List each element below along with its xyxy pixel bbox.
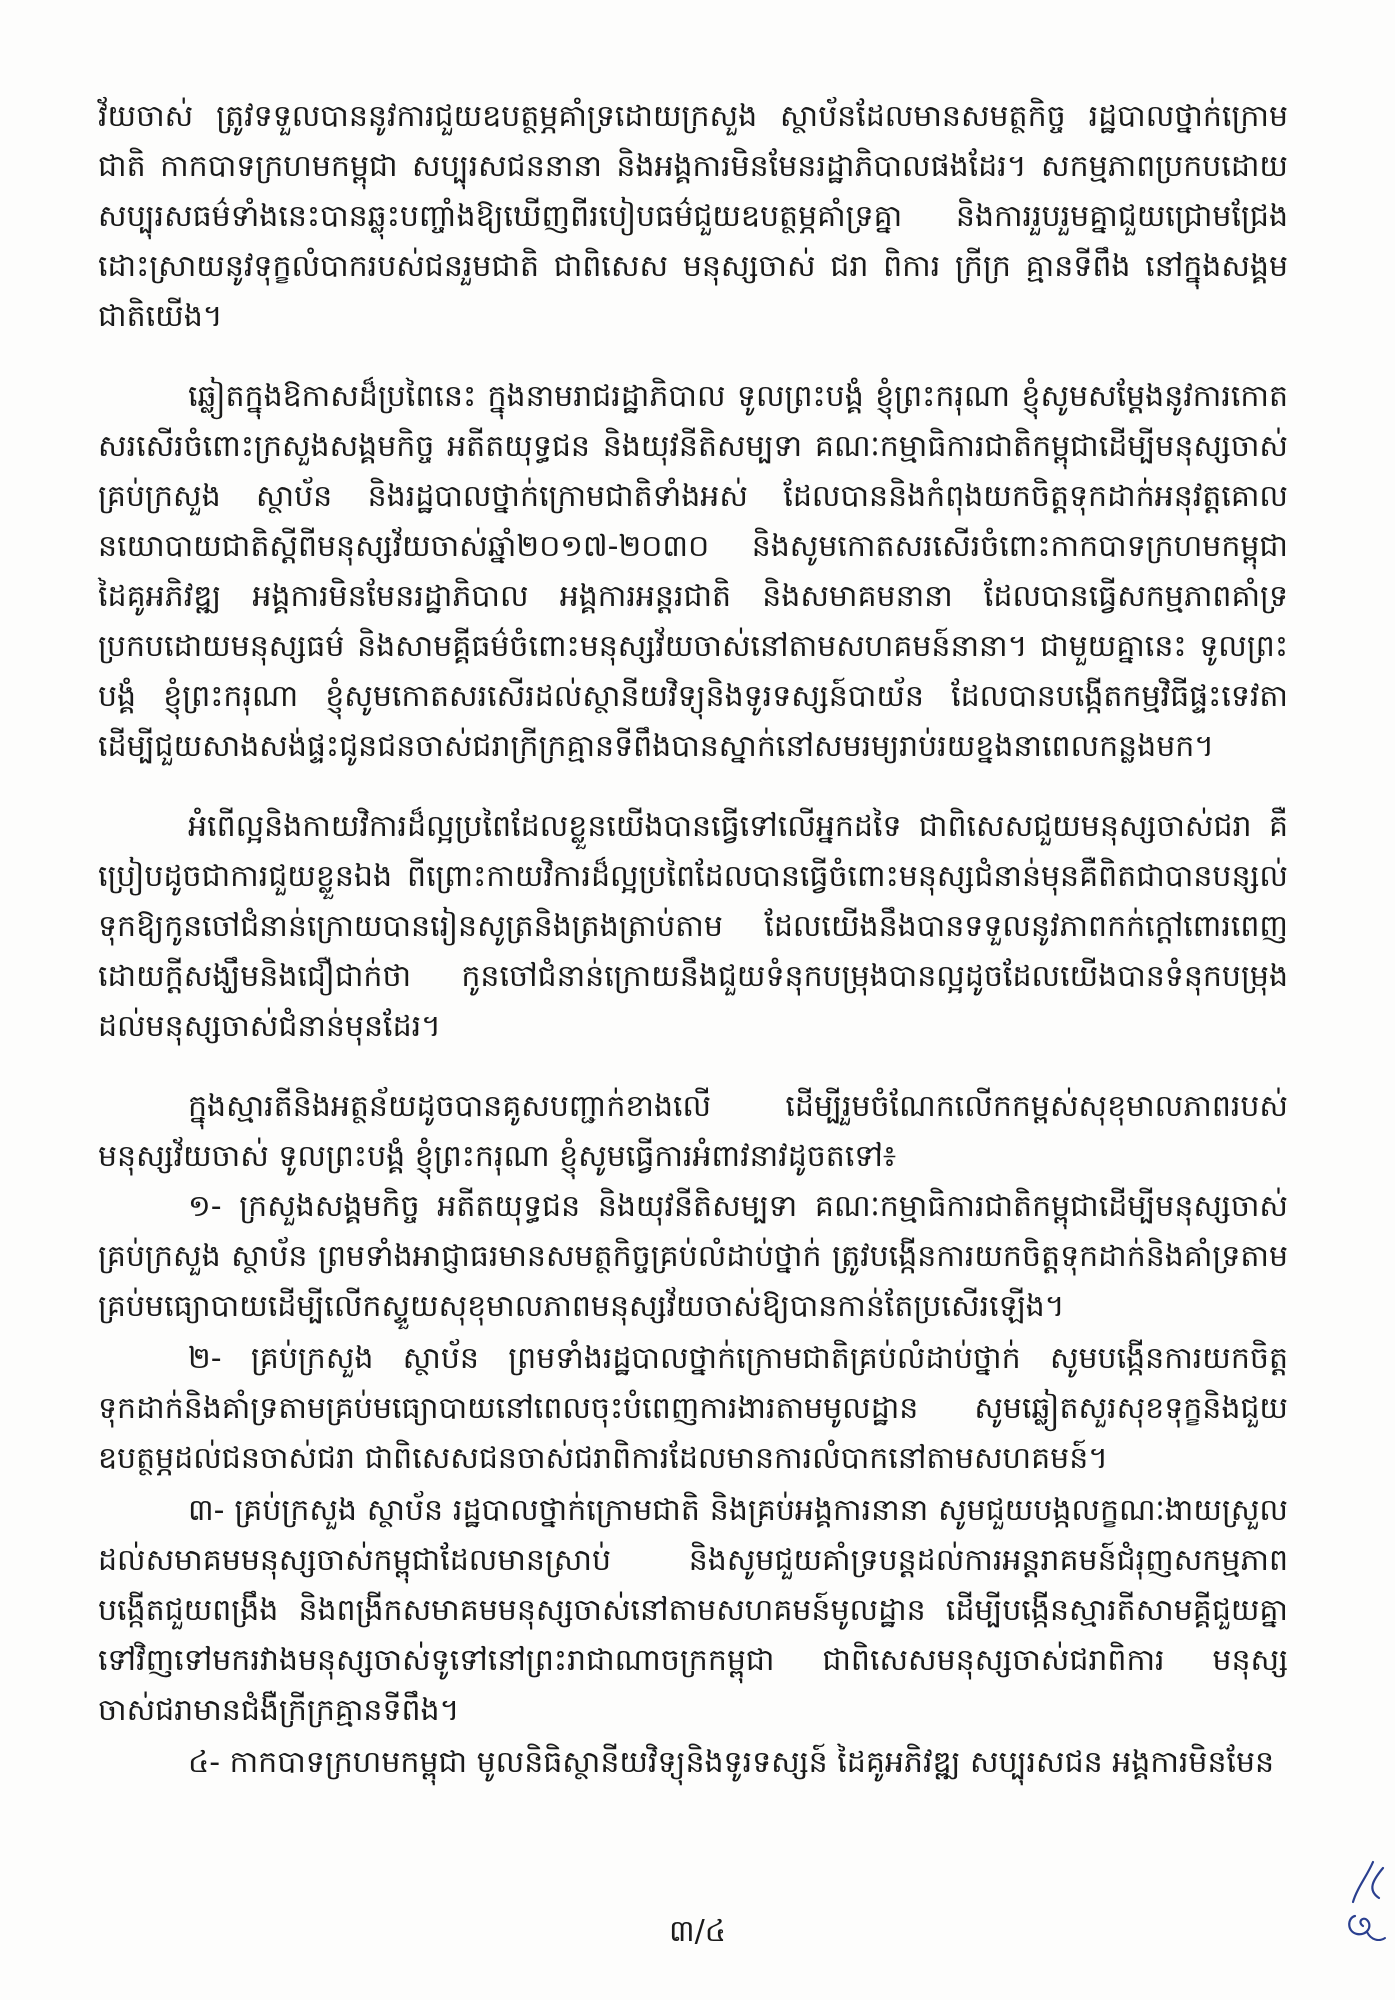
paragraph-appeal-intro: ក្នុងស្មារតីនិងអត្ថន័យដូចបានគូសបញ្ជាក់ខាងលើ ដើម្បីរួមចំណែកលើកកម្ពស់សុខុមាលភាពរបស់មនុស្សវ័យចាស់ ទូលព្រះបង្គំ ខ្ញុំព្រះករុណា ខ្ញុំសូមធ្វើការអំពាវនាវដូចតទៅ៖: [98, 1089, 1288, 1174]
handwritten-initials-icon: [1343, 1858, 1389, 1950]
paragraph-gratitude: ឆ្លៀតក្នុងឱកាសដ៏ប្រពៃនេះ ក្នុងនាមរាជរដ្ឋាភិបាល ទូលព្រះបង្គំ ខ្ញុំព្រះករុណា ខ្ញុំសូមសម្តែងនូវការកោតសរសើរចំពោះក្រសួងសង្គមកិច្ច អតីតយុទ្ធជន និងយុវនីតិសម្បទា គណៈកម្មាធិការជាតិកម្ពុជាដើម្បីមនុស្សចាស់ គ្រប់ក្រសួង ស្ថាប័ន និងរដ្ឋបាលថ្នាក់ក្រោមជាតិទាំងអស់ ដែលបាននិងកំពុងយកចិត្តទុកដាក់អនុវត្តគោលនយោបាយជាតិស្តីពីមនុស្សវ័យចាស់ឆ្នាំ២០១៧-២០៣០ និងសូមកោតសរសើរចំពោះកាកបាទក្រហមកម្ពុជា ដៃគូអភិវឌ្ឍ អង្គការមិនមែនរដ្ឋាភិបាល អង្គការអន្តរជាតិ និងសមាគមនានា ដែលបានធ្វើសកម្មភាពគាំទ្រប្រកបដោយមនុស្សធម៌ និងសាមគ្គីធម៌ចំពោះមនុស្សវ័យចាស់នៅតាមសហគមន៍នានា។ ជាមួយគ្នានេះ ទូលព្រះបង្គំ ខ្ញុំព្រះករុណា ខ្ញុំសូមកោតសរសើរដល់ស្ថានីយវិទ្យុនិងទូរទស្សន៍បាយ័ន ដែលបានបង្កើតកម្មវិធីផ្ទះទេវតាដើម្បីជួយសាងសង់ផ្ទះជូនជនចាស់ជរាក្រីក្រគ្មានទីពឹងបានស្នាក់នៅសមរម្យរាប់រយខ្នងនាពេលកន្លងមក។: [98, 379, 1288, 764]
appeal-item-4: ៤- កាកបាទក្រហមកម្ពុជា មូលនិធិស្ថានីយវិទ្យុនិងទូរទស្សន៍ ដៃគូអភិវឌ្ឍ សប្បុរសជន អង្គការមិនមែន: [188, 1745, 1275, 1780]
page-number: ៣/៤: [669, 1914, 726, 1949]
document-body: [98, 92, 1288, 1788]
paragraph-good-deeds: អំពើល្អនិងកាយវិការដ៏ល្អប្រពៃដែលខ្លួនយើងបានធ្វើទៅលើអ្នកដទៃ ជាពិសេសជួយមនុស្សចាស់ជរា គឺប្រៀបដូចជាការជួយខ្លួនឯង ពីព្រោះកាយវិការដ៏ល្អប្រពៃដែលបានធ្វើចំពោះមនុស្សជំនាន់មុនគឺពិតជាបានបន្សល់ទុកឱ្យកូនចៅជំនាន់ក្រោយបានរៀនសូត្រនិងត្រងត្រាប់តាម ដែលយើងនឹងបានទទួលនូវភាពកក់ក្តៅពោរពេញដោយក្តីសង្ឃឹមនិងជឿជាក់ថា កូនចៅជំនាន់ក្រោយនឹងជួយទំនុកបម្រុងបានល្អដូចដែលយើងបានទំនុកបម្រុងដល់មនុស្សចាស់ជំនាន់មុនដែរ។: [98, 809, 1288, 1044]
paragraph-continuation: វ័យចាស់ ត្រូវទទួលបាននូវការជួយឧបត្ថម្ភគាំទ្រដោយក្រសួង ស្ថាប័នដែលមានសមត្ថកិច្ច រដ្ឋបាលថ្នាក់ក្រោមជាតិ កាកបាទក្រហមកម្ពុជា សប្បុរសជននានា និងអង្គការមិនមែនរដ្ឋាភិបាលផងដែរ។ សកម្មភាពប្រកបដោយសប្បុរសធម៌ទាំងនេះបានឆ្លុះបញ្ចាំងឱ្យឃើញពីរបៀបធម៌ជួយឧបត្ថម្ភគាំទ្រគ្នា និងការរួបរួមគ្នាជួយជ្រោមជ្រែងដោះស្រាយនូវទុក្ខលំបាករបស់ជនរួមជាតិ ជាពិសេស មនុស្សចាស់ ជរា ពិការ ក្រីក្រ គ្មានទីពឹង នៅក្នុងសង្គមជាតិយើង។: [98, 99, 1288, 334]
appeal-item-1: ១- ក្រសួងសង្គមកិច្ច អតីតយុទ្ធជន និងយុវនីតិសម្បទា គណៈកម្មាធិការជាតិកម្ពុជាដើម្បីមនុស្សចាស់ គ្រប់ក្រសួង ស្ថាប័ន ព្រមទាំងអាជ្ញាធរមានសមត្ថកិច្ចគ្រប់លំដាប់ថ្នាក់ ត្រូវបង្កើនការយកចិត្តទុកដាក់និងគាំទ្រតាមគ្រប់មធ្យោបាយដើម្បីលើកស្ទួយសុខុមាលភាពមនុស្សវ័យចាស់ឱ្យបានកាន់តែប្រសើរឡើង។: [98, 1189, 1288, 1324]
appeal-item-3: ៣- គ្រប់ក្រសួង ស្ថាប័ន រដ្ឋបាលថ្នាក់ក្រោមជាតិ និងគ្រប់អង្គការនានា សូមជួយបង្កលក្ខណៈងាយស្រួលដល់សមាគមមនុស្សចាស់កម្ពុជាដែលមានស្រាប់ និងសូមជួយគាំទ្របន្តដល់ការអន្តរាគមន៍ជំរុញសកម្មភាពបង្កើតជួយពង្រឹង និងពង្រីកសមាគមមនុស្សចាស់នៅតាមសហគមន៍មូលដ្ឋាន ដើម្បីបង្កើនស្មារតីសាមគ្គីជួយគ្នាទៅវិញទៅមករវាងមនុស្សចាស់ទូទៅនៅព្រះរាជាណាចក្រកម្ពុជា ជាពិសេសមនុស្សចាស់ជរាពិការ មនុស្សចាស់ជរាមានជំងឺក្រីក្រគ្មានទីពឹង។: [98, 1493, 1288, 1728]
appeal-item-2: ២- គ្រប់ក្រសួង ស្ថាប័ន ព្រមទាំងរដ្ឋបាលថ្នាក់ក្រោមជាតិគ្រប់លំដាប់ថ្នាក់ សូមបង្កើនការយកចិត្តទុកដាក់និងគាំទ្រតាមគ្រប់មធ្យោបាយនៅពេលចុះបំពេញការងារតាមមូលដ្ឋាន សូមឆ្លៀតសួរសុខទុក្ខនិងជួយឧបត្ថម្ភដល់ជនចាស់ជរា ជាពិសេសជនចាស់ជរាពិការដែលមានការលំបាកនៅតាមសហគមន៍។: [98, 1341, 1288, 1476]
